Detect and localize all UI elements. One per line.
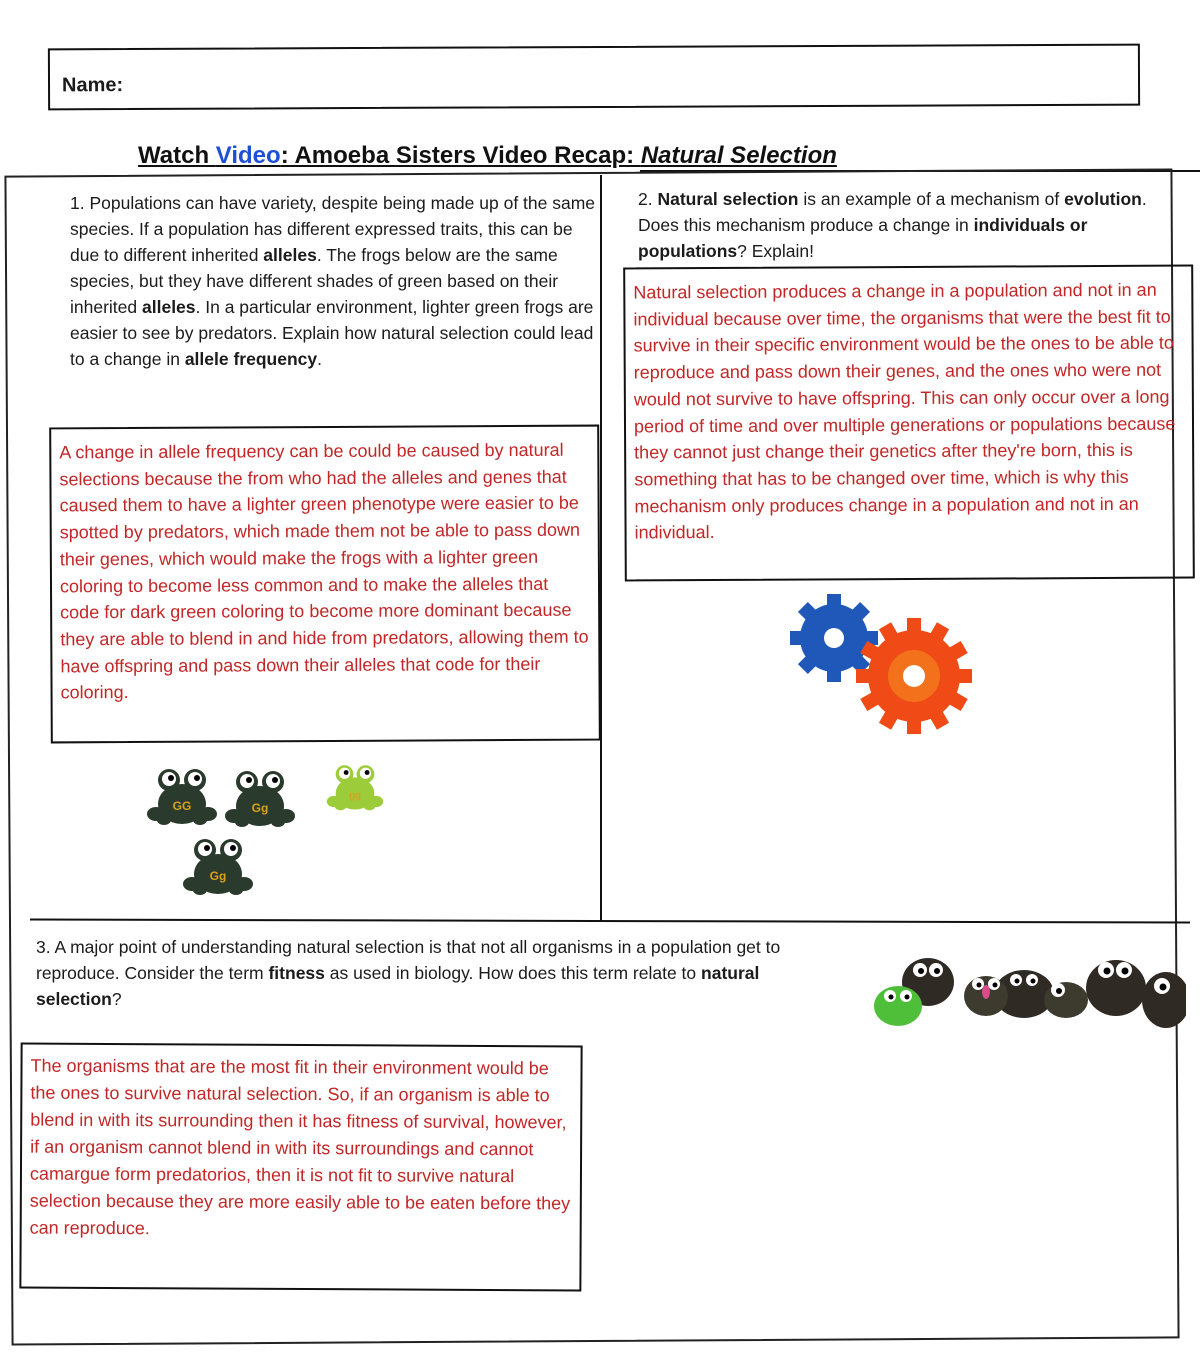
- frog-icon: [146, 762, 218, 830]
- q2-text: ? Explain!: [737, 241, 815, 261]
- column-divider: [600, 175, 602, 921]
- page-title: [138, 142, 837, 170]
- answer-3-text: The organisms that are the most fit in their environment would be the ones to survive natural selection. So, if an organism is able to blend in with its surrounding then it has fitness of survival, however, if an organism cannot blend in with its surroundings and cannot camargue form predatorios, then it is not fit to survive natural selection because they are more easily able to be eaten before they can reproduce.: [29, 1055, 571, 1239]
- question-3: [36, 934, 826, 1012]
- question-1: [70, 190, 596, 372]
- q3-term-fitness: fitness: [268, 963, 325, 983]
- answer-2-text: Natural selection produces a change in a population and not in an individual because over time, the organisms that were the best fit to survive in their specific environment would be the ones to be able to reproduce and pass down their genes, and the ones who were not would not survive to have offspring. This can only occur over a long period of time and over multiple generations or populations because they cannot just change their genetics after they're born, this is something that has to be changed over time, which is why this mechanism only produces change in a population and not in an individual.: [633, 279, 1176, 543]
- q1-text: . In a particular environment, lighter green frogs are easier to see by predators. Explain how natural selection could lead to a change in: [70, 297, 594, 369]
- q2-text: is an example of a mechanism of: [798, 189, 1065, 209]
- q1-term-alleles: alleles: [142, 297, 196, 317]
- q1-text: .: [317, 349, 322, 369]
- frog-genotype-label: GG: [172, 799, 192, 813]
- title-prefix: Watch: [138, 142, 216, 169]
- q2-term-evolution: evolution: [1064, 189, 1142, 209]
- critters-illustration: [866, 940, 1186, 1040]
- q3-term-natural-selection: natural selection: [36, 963, 760, 1009]
- answer-box-1[interactable]: [49, 425, 601, 744]
- q1-text: Populations can have variety, despite being made up of the same species. If a population has different expressed traits, this can be due to different inherited: [70, 193, 596, 265]
- q3-text: ?: [111, 989, 122, 1009]
- q2-number: 2.: [638, 189, 653, 209]
- answer-1-text: A change in allele frequency can be could be caused by natural selections because the from who had the alleles and genes that caused them to have a lighter green phenotype were easier to be spotted by predators, which made them not be able to pass down their genes, which would make the frogs with a lighter green coloring to become less common and to make the alleles that code for dark green coloring to become more dominant because they are able to blend in and hide from predators, allowing them to have offspring and pass down their alleles that code for their coloring.: [59, 439, 589, 703]
- answer-box-3[interactable]: [19, 1043, 582, 1292]
- frog-icon: [326, 758, 384, 816]
- question-2: [638, 186, 1173, 264]
- q1-text: . The frogs below are the same species, but they have different shades of green based on their inherited: [70, 245, 559, 317]
- q1-term-alleles: alleles: [263, 245, 317, 265]
- gears-icon: [780, 590, 980, 740]
- q2-term-individuals-populations: individuals or populations: [638, 215, 1088, 261]
- title-middle: : Amoeba Sisters Video Recap:: [280, 142, 641, 169]
- frog-genotype-label: Gg: [209, 869, 227, 883]
- frog-genotype-label: Gg: [251, 801, 269, 815]
- video-link[interactable]: Video: [215, 142, 281, 169]
- q3-number: 3.: [36, 937, 51, 957]
- frog-genotype-label: gg: [349, 790, 361, 802]
- q1-number: 1.: [70, 193, 85, 213]
- q2-text: . Does this mechanism produce a change in: [638, 189, 1147, 235]
- q3-text: as used in biology. How does this term relate to: [324, 963, 702, 983]
- title-emphasis: Natural Selection: [640, 142, 837, 169]
- frog-icon: [182, 832, 254, 900]
- answer-box-2[interactable]: [623, 265, 1195, 582]
- q3-text: A major point of understanding natural selection is that not all organisms in a population get to reproduce. Consider the term: [36, 937, 781, 983]
- name-field-box[interactable]: [48, 44, 1140, 111]
- frog-icon: [224, 764, 296, 832]
- name-label: Name:: [61, 74, 124, 97]
- q2-term-natural-selection: Natural selection: [657, 189, 799, 209]
- q1-term-allele-frequency: allele frequency: [184, 349, 318, 369]
